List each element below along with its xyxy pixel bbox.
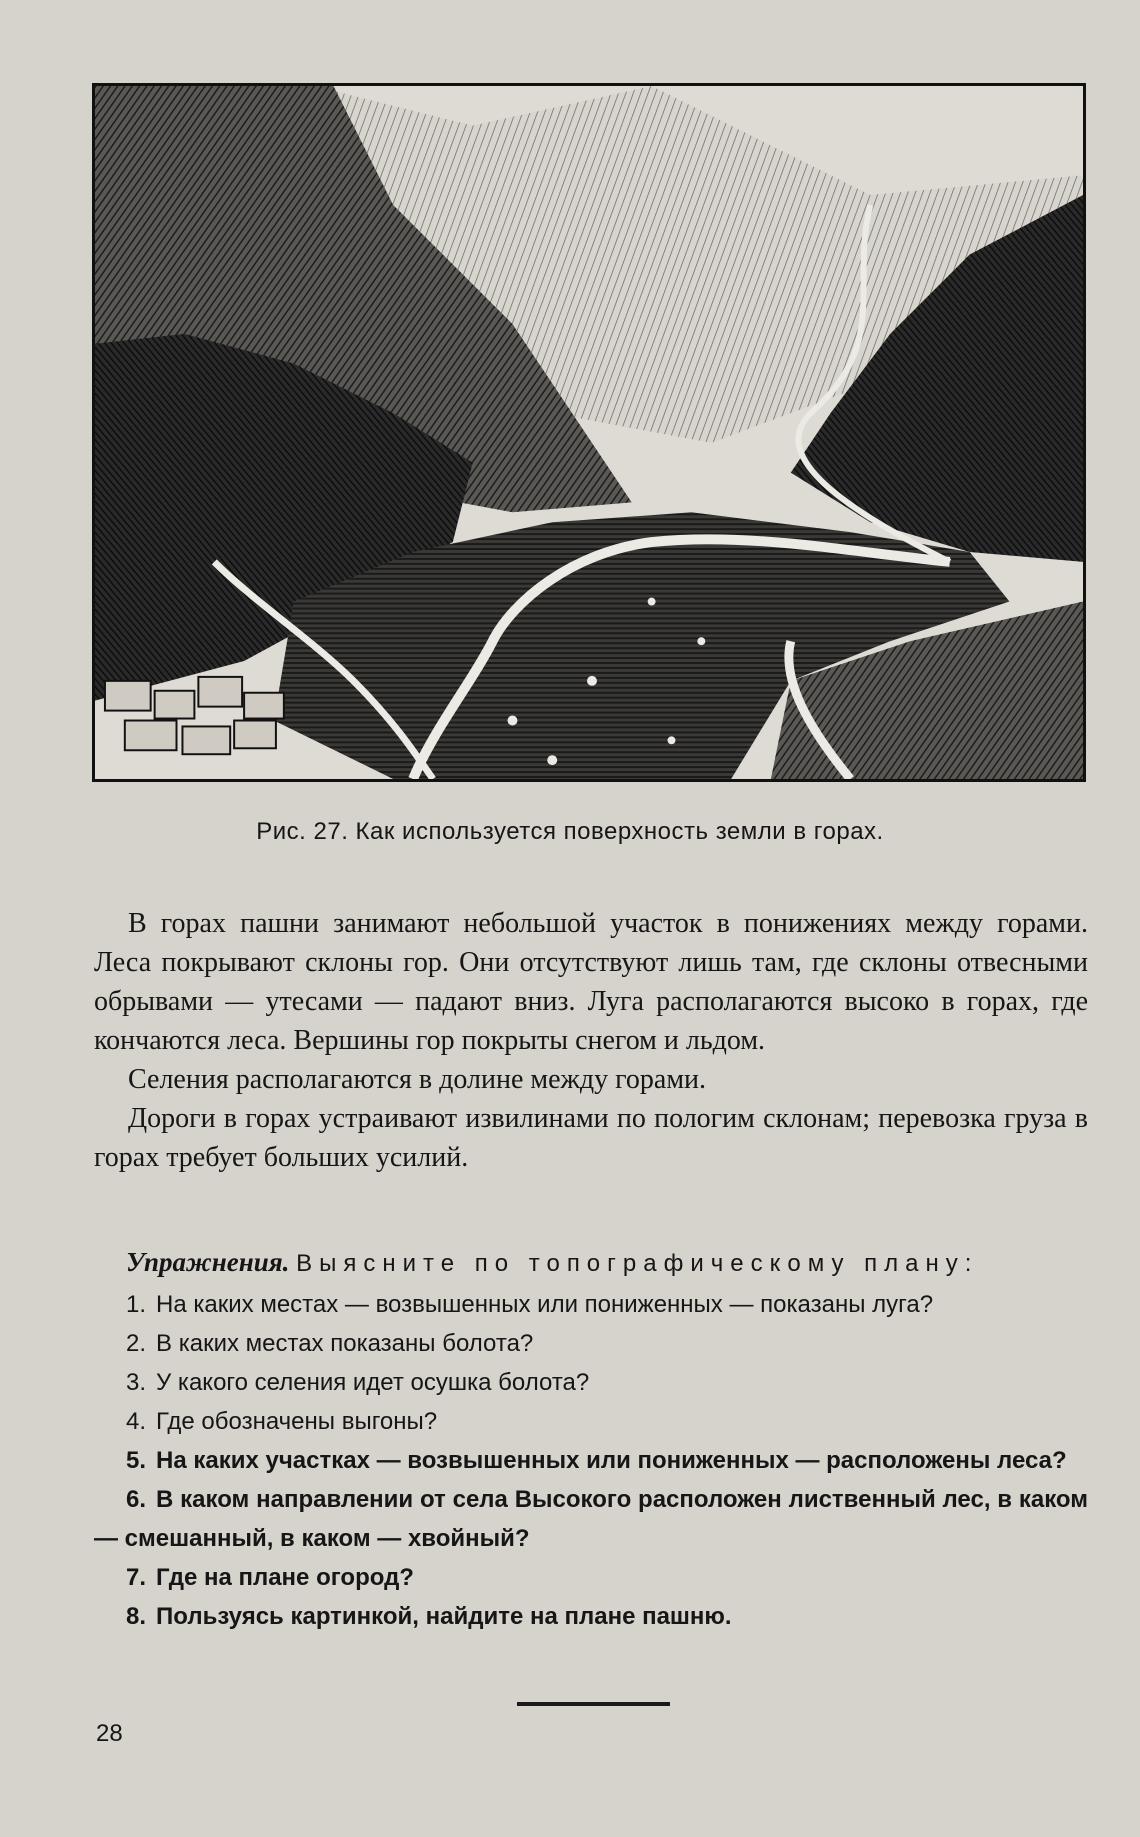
exercise-item (94, 1363, 1088, 1402)
page-number: 28 (96, 1720, 123, 1747)
illustration-drawing (95, 86, 1083, 779)
exercise-item (94, 1441, 1088, 1480)
mountain-valley-illustration (92, 83, 1086, 782)
paragraph: Селения располагаются в долине между горами. (128, 1064, 707, 1095)
exercise-text: У какого селения идет осушка болота? (156, 1369, 590, 1396)
exercises-section (94, 1243, 1088, 1636)
exercise-item (94, 1402, 1088, 1441)
exercise-text: На каких местах — возвышенных или пониженных — показаны луга? (156, 1291, 934, 1318)
exercises-heading (94, 1243, 1088, 1283)
exercise-text: Где на плане огород? (156, 1564, 414, 1591)
exercises-title: Упражнения. (126, 1247, 290, 1277)
main-text (94, 904, 1088, 1177)
figure-caption: Рис. 27. Как используется поверхность земли в горах. (256, 818, 884, 845)
exercise-number: 5. (126, 1447, 147, 1474)
exercise-item (94, 1597, 1088, 1636)
exercise-item (94, 1480, 1088, 1558)
exercise-item (94, 1324, 1088, 1363)
exercise-number: 7. (126, 1564, 147, 1591)
exercise-number: 2. (126, 1330, 147, 1357)
exercise-item (94, 1558, 1088, 1597)
exercise-text: В каком направлении от села Высокого расположен лиственный лес, в каком — смешанный, в каком — хвойный? (94, 1486, 1088, 1552)
exercise-text: На каких участках — возвышенных или пониженных — расположены леса? (156, 1447, 1067, 1474)
paragraph: Дороги в горах устраивают извилинами по пологим склонам; перевозка груза в горах требует больших усилий. (94, 1103, 1088, 1173)
exercise-number: 8. (126, 1603, 147, 1630)
paragraph: В горах пашни занимают небольшой участок в понижениях между горами. Леса покрывают склоны гор. Они отсутствуют лишь там, где склоны отвесными обрывами — утесами — падают вниз. Луга располагаются высоко в горах, где кончаются леса. Вершины гор покрыты снегом и льдом. (94, 908, 1088, 1056)
exercise-list (94, 1285, 1088, 1636)
exercise-number: 4. (126, 1408, 147, 1435)
exercise-number: 6. (126, 1486, 147, 1513)
exercise-text: Где обозначены выгоны? (156, 1408, 438, 1435)
exercise-text: Пользуясь картинкой, найдите на плане пашню. (156, 1603, 732, 1630)
section-divider (517, 1702, 670, 1706)
exercise-number: 1. (126, 1291, 147, 1318)
exercise-text: В каких местах показаны болота? (156, 1330, 534, 1357)
exercise-number: 3. (126, 1369, 147, 1396)
exercises-intro: Выясните по топографическому плану: (296, 1250, 979, 1277)
exercise-item (94, 1285, 1088, 1324)
